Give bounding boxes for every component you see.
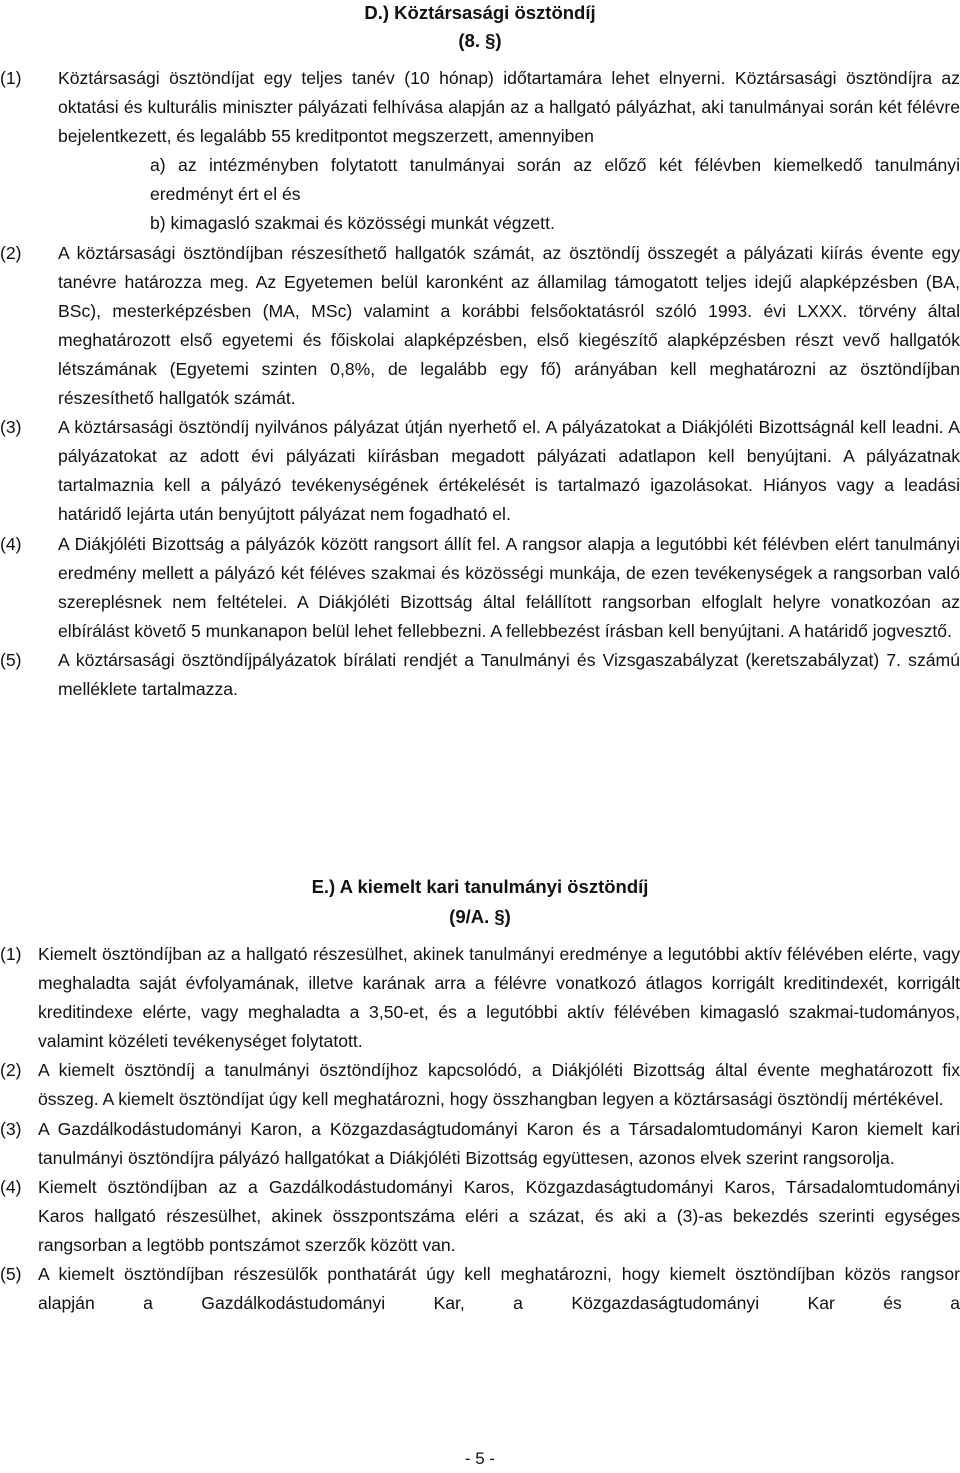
paragraph-text: A kiemelt ösztöndíjban részesülők ponthatárát úgy kell meghatározni, hogy kiemelt ösztöndíjban közös rangsor alapján a Gazdálkodástudományi Kar, a Közgazdaságtudományi Kar és a [38, 1264, 960, 1314]
paragraph-text: A Gazdálkodástudományi Karon, a Közgazdaságtudományi Karon és a Társadalomtudományi Karon kiemelt kari tanulmányi ösztöndíjra pályázó hallgatókat a Diákjóléti Bizottság együttesen, azonos elvek szerint rangsorolja. [38, 1118, 960, 1168]
sub-item-text: az intézményben folytatott tanulmányai során az előző két félévben kiemelkedő tanulmányi eredményt ért el és [150, 155, 960, 205]
paragraph-text: Kiemelt ösztöndíjban az a Gazdálkodástudományi Karos, Közgazdaságtudományi Karos, Társadalomtudományi Karos hallgató részesülhet, akinek összpontszáma eléri a százat, és aki a (3)-as bekezdés szerinti egységes rangsorban a legtöbb pontszámot szerzők között van. [38, 1176, 960, 1255]
paragraph-text: A köztársasági ösztöndíjban részesíthető hallgatók számát, az ösztöndíj összegét a pályázati kiírás évente egy tanévre határozza meg. Az Egyetemen belül karonként az államilag támogatott teljes idejű alapképzésben (BA, BSc), mesterképzésben (MA, MSc) valamint a korábbi felsőoktatásról szóló 1993. évi LXXX. törvény által meghatározott első egyetemi és főiskolai alapképzésben, első kiegészítő alapképzésben részt vevő hallgatók létszámának (Egyetemi szinten 0,8%, de legalább egy fő) arányában kell meghatározni az ösztöndíjban részesíthető hallgatók számát. [58, 242, 960, 409]
section-e [0, 872, 960, 1318]
paragraph-text: A Diákjóléti Bizottság a pályázók között rangsort állít fel. A rangsor alapja a legutóbbi két félévben elért tanulmányi eredmény mellett a pályázó két féléves szakmai és közösségi munkája, de ezen tevékenységek a rangsorban való szereplésnek nem feltételei. A Diákjóléti Bizottság által felállított rangsorban elfoglalt helyre vonatkozóan az elbírálást követő 5 munkanapon belül lehet fellebbezni. A fellebbezést írásban kell benyújtani. A határidő jogvesztő. [58, 533, 960, 641]
paragraph-d-5 [0, 646, 960, 704]
paragraph-text: Kiemelt ösztöndíjban az a hallgató részesülhet, akinek tanulmányi eredménye a legutóbbi aktív félévében elérte, vagy meghaladta saját évfolyamának, illetve karának arra a félévre vonatkozó átlagos korrigált kreditindexét, korrigált kreditindexe elérte, vagy meghaladta a 3,50-et, és a legutóbbi aktív félévében kimagasló szakmai-tudományos, valamint közéleti tevékenységet folytatott. [38, 944, 960, 1052]
paragraph-e-3 [0, 1115, 960, 1173]
paragraph-e-5 [0, 1260, 960, 1318]
paragraph-d-1 [0, 64, 960, 151]
section-d [0, 0, 960, 704]
sub-item-text: kimagasló szakmai és közösségi munkát végzett. [170, 213, 555, 234]
paragraph-e-2 [0, 1056, 960, 1114]
paragraph-number: (2) [0, 242, 22, 263]
sub-item-a [0, 151, 960, 209]
paragraph-text: A köztársasági ösztöndíj nyilvános pályázat útján nyerhető el. A pályázatokat a Diákjóléti Bizottságnál kell leadni. A pályázatokat az adott évi pályázati kiírásban megadott pályázati adatlapon kell benyújtani. A pályázatnak tartalmaznia kell a pályázó tevékenységének értékelését is tartalmazó igazolásokat. Hiányos vagy a leadási határidő lejárta után benyújtott pályázat nem fogadható el. [58, 417, 960, 525]
section-e-title: E.) A kiemelt kari tanulmányi ösztöndíj [311, 876, 649, 897]
paragraph-number: (3) [0, 1118, 22, 1139]
page-number: - 5 - [464, 1449, 496, 1468]
sub-item-label: a) [150, 155, 166, 176]
paragraph-number: (4) [0, 1176, 22, 1197]
paragraph-text: A köztársasági ösztöndíjpályázatok bírálati rendjét a Tanulmányi és Vizsgaszabályzat (keretszabályzat) 7. számú melléklete tartalmazza. [58, 649, 960, 699]
sub-item-label: b) [150, 213, 166, 234]
paragraph-number: (5) [0, 1264, 22, 1285]
paragraph-number: (5) [0, 649, 22, 670]
paragraph-number: (1) [0, 68, 22, 88]
sub-item-b [0, 209, 960, 238]
paragraph-text: Köztársasági ösztöndíjat egy teljes tanév (10 hónap) időtartamára lehet elnyerni. Köztársasági ösztöndíjra az oktatási és kulturális miniszter pályázati felhívása alapján az a hallgató pályázhat, aki tanulmányai során két félévre bejelentkezett, és legalább 55 kreditpontot megszerzett, amennyiben [58, 68, 960, 147]
section-d-title: D.) Köztársasági ösztöndíj [364, 2, 596, 23]
section-d-ref: (8. §) [458, 30, 502, 51]
paragraph-number: (2) [0, 1060, 22, 1081]
section-e-ref: (9/A. §) [449, 906, 511, 927]
paragraph-number: (1) [0, 944, 22, 964]
paragraph-d-4 [0, 530, 960, 646]
paragraph-text: A kiemelt ösztöndíj a tanulmányi ösztöndíjhoz kapcsolódó, a Diákjóléti Bizottság által évente meghatározott fix összeg. A kiemelt ösztöndíjat úgy kell meghatározni, hogy összhangban legyen a köztársasági ösztöndíj mértékével. [38, 1060, 960, 1110]
paragraph-e-1 [0, 940, 960, 1056]
paragraph-e-4 [0, 1173, 960, 1260]
paragraph-number: (4) [0, 533, 22, 554]
paragraph-number: (3) [0, 417, 22, 438]
paragraph-d-3 [0, 413, 960, 529]
paragraph-d-2 [0, 239, 960, 414]
